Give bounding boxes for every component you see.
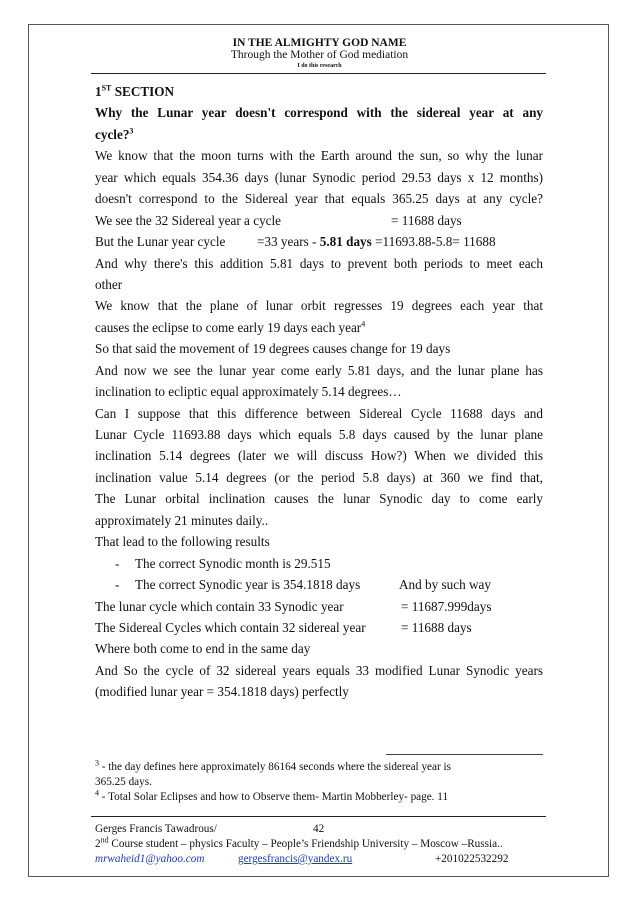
footnote-ref-3[interactable]: 3 xyxy=(129,126,134,136)
footnote-4: $^4$ - Total Solar Eclipses and how to Observe them- Martin Mobberley- page. 11 xyxy=(95,788,449,803)
footnotes xyxy=(95,760,543,805)
conclusion-line-1: And So the cycle of 32 sidereal years equals 33 modified Lunar Synodic years xyxy=(95,662,543,678)
results-intro: That lead to the following results xyxy=(95,534,270,550)
para5-line-2: inclination to ecliptic equal approximately 5.14 degrees… xyxy=(95,384,402,400)
section-heading: 1ST SECTION xyxy=(95,83,175,99)
email-link-2[interactable]: gergesfrancis@yandex.ru xyxy=(238,853,353,865)
para7-line-1: The Lunar orbital inclination causes the lunar Synodic day to come early xyxy=(95,491,543,507)
header-subtitle: Through the Mother of God mediation xyxy=(230,49,409,61)
para2-line-2: other xyxy=(95,276,123,292)
same-day-line: Where both come to end in the same day xyxy=(95,641,311,657)
lunar-cycle-contain-line: The lunar cycle which contain 33 Synodic year = 11687.999days xyxy=(95,598,492,614)
para5-line-1: And now we see the lunar year come early 5.81 days, and the lunar plane has xyxy=(95,362,543,378)
footnote-ref-4[interactable]: 4 xyxy=(361,319,366,329)
para3-line-2: causes the eclipse to come early 19 days each year$^4$ xyxy=(95,319,366,335)
header-small-note: I do this research xyxy=(297,63,342,69)
header-divider xyxy=(91,73,546,74)
para7-line-2: approximately 21 minutes daily.. xyxy=(95,512,269,528)
para6-line: Lunar Cycle 11693.88 days which equals 5.8 days caused by the lunar plane xyxy=(95,427,543,442)
para1-line: We know that the moon turns with the Earth around the sun, so why the lunar xyxy=(95,148,543,164)
page-number: 42 xyxy=(313,823,325,835)
footer-author-line: Gerges Francis Tawadrous/ 42 xyxy=(95,823,325,835)
sidereal-cycle-contain-line: The Sidereal Cycles which contain 32 sidereal year = 11688 days xyxy=(95,619,472,635)
conclusion-line-2: (modified lunar year = 354.1818 days) perfectly xyxy=(95,684,349,700)
footer-course-line: 2nd Course student – physics Faculty – People’s Friendship University – Moscow –Russia.. xyxy=(95,835,503,850)
question-line-1: Why the Lunar year doesn't correspond with the sidereal year at any xyxy=(95,105,543,121)
footer-divider xyxy=(91,816,546,817)
header-title: IN THE ALMIGHTY GOD NAME xyxy=(232,37,407,49)
para1-line: doesn't correspond to the Sidereal year that equals 365.25 days at any cycle? xyxy=(95,191,543,207)
footnote-3-cont: 365.25 days. xyxy=(95,776,152,788)
para6-line: inclination 5.14 degrees (later we will discuss How?) When we divided this xyxy=(95,448,543,464)
question-line-2: cycle?$^3$ xyxy=(95,126,134,142)
para4: So that said the movement of 19 degrees causes change for 19 days xyxy=(95,341,451,357)
footnote-divider xyxy=(386,754,543,755)
email-link-1[interactable]: mrwaheid1@yahoo.com xyxy=(95,853,205,865)
main-text xyxy=(95,81,543,703)
footnote-3: $^3$ - the day defines here approximately 86164 seconds where the sidereal year is xyxy=(95,758,451,773)
footer xyxy=(95,822,565,867)
para3-line-1: We know that the plane of lunar orbit regresses 19 degrees each year that xyxy=(95,298,543,314)
para6-line: Can I suppose that this difference between Sidereal Cycle 11688 days and xyxy=(95,405,543,421)
para1-line: year which equals 354.36 days (lunar Synodic period 29.53 days x 12 months) xyxy=(95,169,543,185)
sidereal-cycle-line: We see the 32 Sidereal year a cycle = 11688 days xyxy=(95,212,462,228)
phone-number: +201022532292 xyxy=(435,853,509,865)
lunar-cycle-line: But the Lunar year cycle =33 years - 5.81 days =11693.88-5.8= 11688 xyxy=(95,234,496,250)
footer-contact-line xyxy=(95,852,565,867)
list-item: - The correct Synodic year is 354.1818 days And by such way xyxy=(115,577,491,593)
list-item: - The correct Synodic month is 29.515 xyxy=(115,555,331,571)
para2-line-1: And why there's this addition 5.81 days to prevent both periods to meet each xyxy=(95,255,543,271)
para6-line: inclination value 5.14 degrees (or the period 5.8 days) at 360 we find that, xyxy=(95,469,543,485)
